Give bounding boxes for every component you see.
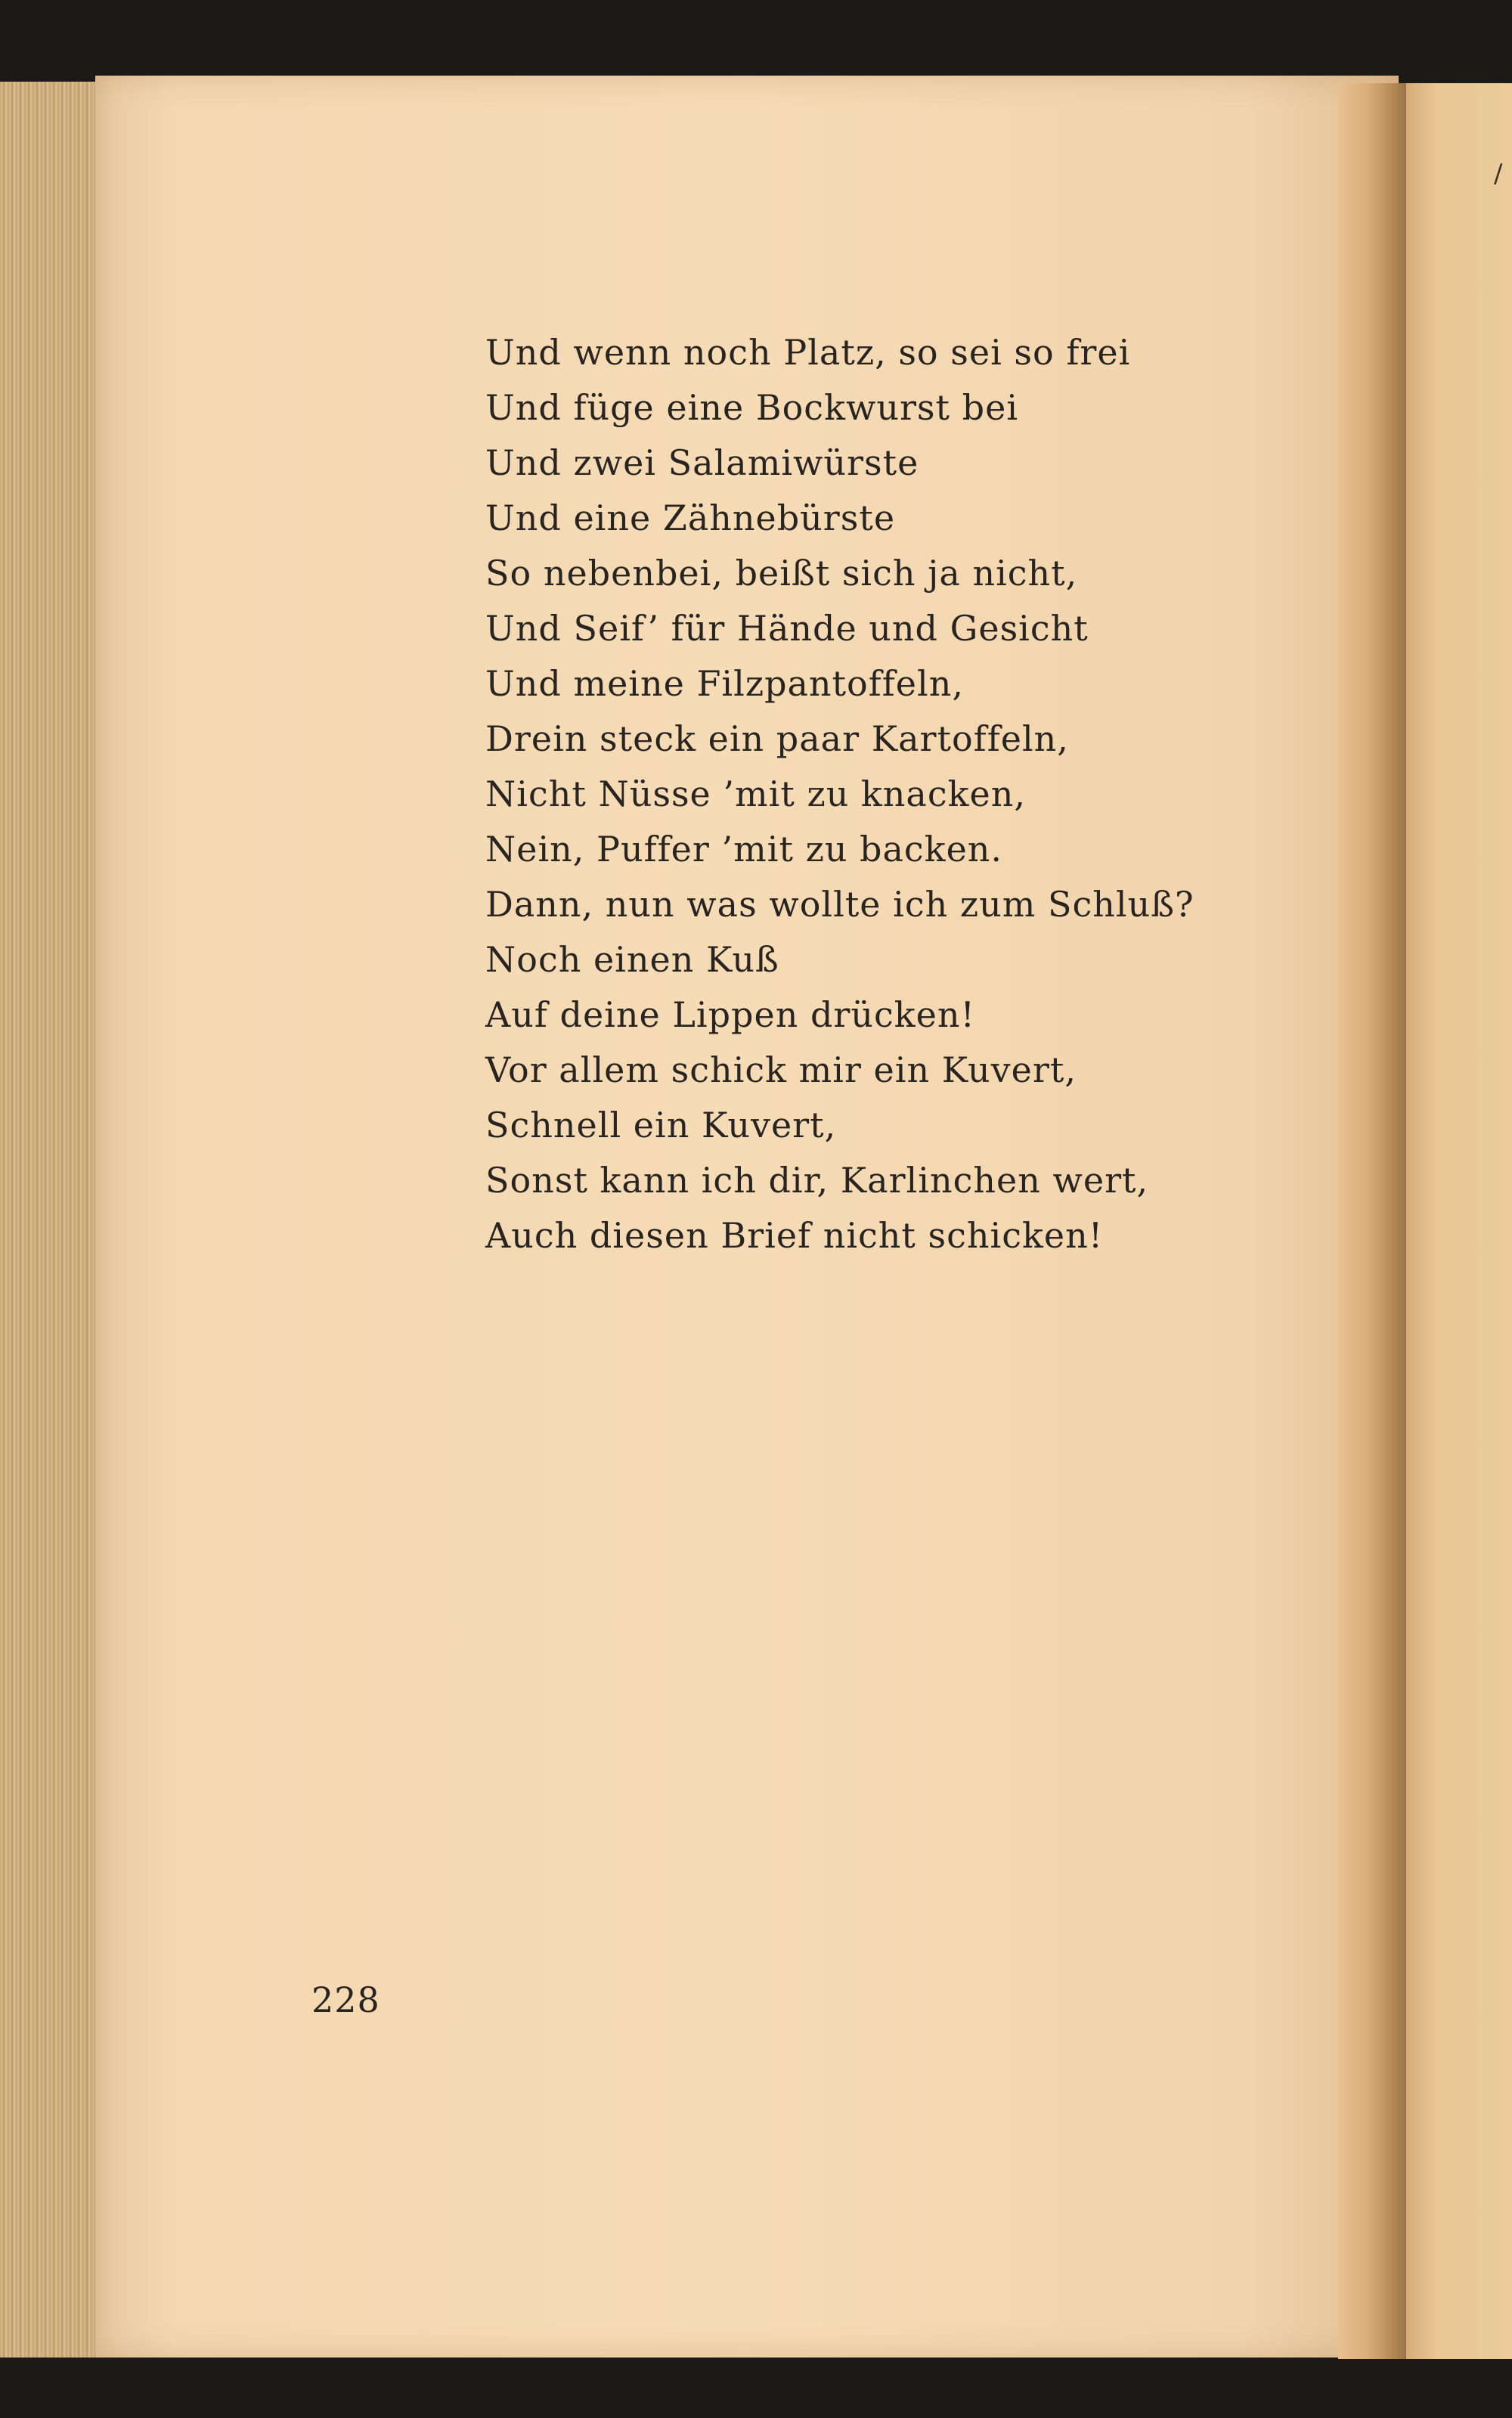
poem-line: Und füge eine Bockwurst bei bbox=[485, 387, 1019, 428]
facing-page bbox=[1406, 83, 1512, 2359]
poem-line: Schnell ein Kuvert, bbox=[485, 1105, 837, 1145]
book-gutter bbox=[1338, 83, 1414, 2359]
poem-line: Drein steck ein paar Kartoffeln, bbox=[485, 718, 1069, 759]
poem-line: Und eine Zähnebürste bbox=[485, 498, 896, 538]
scan-background-top bbox=[0, 0, 1512, 83]
poem-line: Nein, Puffer ’mit zu backen. bbox=[485, 829, 1003, 870]
poem-line: So nebenbei, beißt sich ja nicht, bbox=[485, 553, 1078, 594]
scan-background-bottom bbox=[0, 2359, 1512, 2418]
poem-line: Dann, nun was wollte ich zum Schluß? bbox=[485, 884, 1194, 925]
facing-page-mark: / bbox=[1494, 159, 1503, 189]
poem-line: Und Seif’ für Hände und Gesicht bbox=[485, 608, 1089, 649]
poem-line: Sonst kann ich dir, Karlinchen wert, bbox=[485, 1160, 1149, 1201]
poem-line: Nicht Nüsse ’mit zu knacken, bbox=[485, 773, 1026, 814]
poem-line: Auch diesen Brief nicht schicken! bbox=[485, 1215, 1104, 1256]
poem-line: Auf deine Lippen drücken! bbox=[485, 994, 975, 1035]
poem-text bbox=[485, 325, 1332, 1263]
poem-line: Noch einen Kuß bbox=[485, 939, 779, 980]
poem-line: Und zwei Salamiwürste bbox=[485, 442, 919, 483]
poem-line: Und wenn noch Platz, so sei so frei bbox=[485, 332, 1131, 373]
poem-line: Vor allem schick mir ein Kuvert, bbox=[485, 1049, 1077, 1090]
poem-line: Und meine Filzpantoffeln, bbox=[485, 663, 964, 704]
page-number: 228 bbox=[311, 1979, 380, 2020]
page-stack-edges bbox=[0, 82, 100, 2358]
